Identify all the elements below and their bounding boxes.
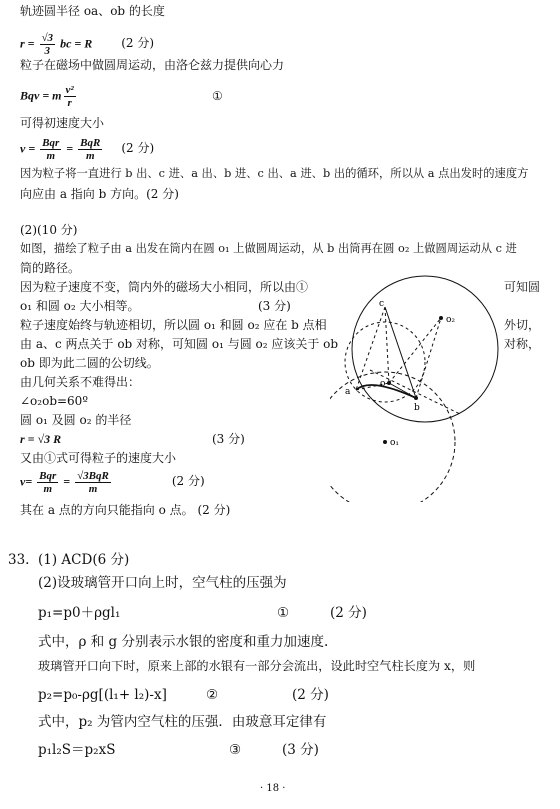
line-ca [356, 307, 385, 390]
text-line: 轨迹圆半径 oa、ob 的长度 [20, 4, 165, 18]
question-number: 33. [8, 552, 30, 568]
point-o [387, 381, 391, 385]
text-line: 其在 a 点的方向只能指向 o 点。 (2 分) [20, 503, 231, 517]
text-line: 可得初速度大小 [20, 116, 105, 130]
text-line: 由几何关系不难得出： [20, 375, 141, 389]
line-o-o2 [389, 318, 441, 383]
point-b [414, 396, 418, 400]
label-o1: o₁ [390, 438, 400, 448]
text-line: 如图，描绘了粒子由 a 出发在筒内在圆 o₁ 上做圆周运动，从 b 出筒再在圆 o₂ 上做圆周运动从 c 进 [20, 242, 517, 255]
score: (3 分) [282, 742, 319, 758]
label-b: b [414, 403, 420, 413]
text-line: 粒子在磁场中做圆周运动，由洛仑兹力提供向心力 [20, 58, 285, 72]
label-o2: o₂ [446, 315, 456, 325]
equation-r: r = $\frac{√3}{3}$ bc = R (2 分) [20, 32, 155, 57]
page-number: · 18 · [260, 783, 286, 794]
equation-marker: ③ [229, 742, 242, 758]
label-a: a [345, 387, 351, 397]
text-line: (2)设玻璃管开口向上时，空气柱的压强为 [38, 575, 287, 591]
text-line: 圆 o₁ 及圆 o₂ 的半径 [20, 413, 132, 427]
equation-boyle: p₁l₂S＝p₂xS [38, 742, 116, 758]
text-line: 向应由 a 指向 b 方向。(2 分) [20, 187, 179, 201]
point-o1 [383, 440, 387, 444]
fraction: $\frac{\text{v²}}{r}$ [65, 84, 74, 109]
arc-path [356, 385, 416, 398]
fraction: $\frac{\text{BqR}}{m}$ [80, 137, 101, 162]
equation-marker: ② [206, 687, 219, 703]
text-line: 又由①式可得粒子的速度大小 [20, 451, 177, 465]
text-line: o₁ 和圆 o₂ 大小相等。 [20, 299, 140, 313]
text-line: 可知圆 [504, 280, 541, 294]
text-line: ∠o₂ob=60º [20, 394, 88, 408]
score: (2 分) [330, 605, 367, 621]
fraction: $\frac{√3}{3}$ [41, 32, 54, 57]
text-line: 对称， [504, 337, 541, 351]
score: (2 分) [292, 687, 329, 703]
text-line: 式中，ρ 和 g 分别表示水银的密度和重力加速度. [38, 634, 329, 650]
fraction: $\frac{\text{√3BqR}}{m}$ [77, 470, 109, 495]
equation-radius: r = √3 R [20, 432, 62, 446]
fraction: $\frac{\text{Bqr}}{m}$ [42, 137, 60, 162]
equation-p2: p₂=p₀-ρg[(l₁+ l₂)-x] [38, 687, 167, 703]
point-o2 [439, 316, 443, 320]
equation-marker: ① [277, 605, 290, 621]
label-o: o [380, 379, 386, 389]
line-b-o2 [416, 318, 441, 398]
label-c: c [379, 299, 385, 309]
section-heading: (2)(10 分) [20, 223, 78, 237]
fraction: $\frac{\text{Bqr}}{m}$ [39, 470, 57, 495]
equation-speed: v= $\frac{\text{Bqr}}{m}$ = $\frac{\text{√3BqR}}{m}$ (2 分) [20, 470, 205, 495]
text-line: 因为粒子将一直进行 b 出、c 进、a 出、b 进、c 出、a 进、b 出的循环，所以从 a 点出发时的速度方 [20, 167, 529, 180]
score: (3 分) [258, 299, 291, 313]
text-line: 玻璃管开口向下时，原来上部的水银有一部分会流出，设此时空气柱长度为 x，则 [38, 659, 476, 673]
text-line: 因为粒子速度不变，筒内外的磁场大小相同，所以由① [20, 280, 309, 294]
text-line: 由 a、c 两点关于 ob 对称，可知圆 o₁ 与圆 o₂ 应该关于 ob [20, 337, 339, 351]
equation-p1: p₁=p0＋ρgl₁ [38, 605, 121, 621]
text-line: (1) ACD(6 分) [38, 552, 130, 568]
text-line: 外切， [504, 318, 541, 332]
equation-velocity: v = $\frac{\text{Bqr}}{m}$ = $\frac{\text{BqR}}{m}$ (2 分) [20, 137, 155, 162]
geometry-figure [330, 262, 530, 502]
text-line: ob 即为此二圆的公切线。 [20, 356, 159, 370]
text-line: 式中，p₂ 为管内空气柱的压强．由玻意耳定律有 [38, 714, 327, 730]
equation-lorentz: Bqv = m $\frac{\text{v²}}{r}$ [20, 84, 74, 109]
equation-marker: ① [212, 89, 223, 103]
score: (3 分) [212, 432, 245, 446]
text-line: 筒的路径。 [20, 261, 81, 275]
text-line: 粒子速度始终与轨迹相切，所以圆 o₁ 和圆 o₂ 应在 b 点相 [20, 318, 327, 332]
